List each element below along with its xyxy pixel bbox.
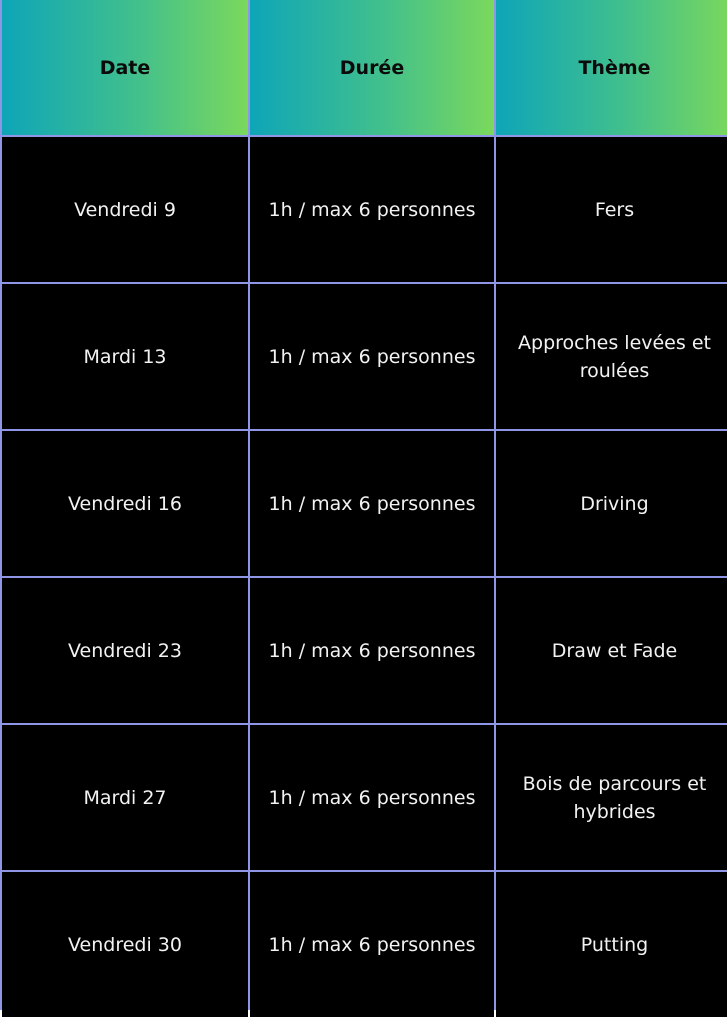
row-4-date: Vendredi 23 xyxy=(2,578,248,723)
row-1-date: Vendredi 9 xyxy=(2,137,248,282)
row-4-theme: Draw et Fade xyxy=(496,578,727,723)
row-5-duree: 1h / max 6 personnes xyxy=(250,725,494,870)
row-6-theme: Putting xyxy=(496,872,727,1017)
row-5-date: Mardi 27 xyxy=(2,725,248,870)
row-3-date: Vendredi 16 xyxy=(2,431,248,576)
row-6-date: Vendredi 30 xyxy=(2,872,248,1017)
header-theme: Thème xyxy=(496,0,727,135)
row-2-theme: Approches levées et roulées xyxy=(496,284,727,429)
row-1-theme: Fers xyxy=(496,137,727,282)
row-5-theme: Bois de parcours et hybrides xyxy=(496,725,727,870)
header-duree: Durée xyxy=(250,0,494,135)
row-2-date: Mardi 13 xyxy=(2,284,248,429)
row-3-theme: Driving xyxy=(496,431,727,576)
row-1-duree: 1h / max 6 personnes xyxy=(250,137,494,282)
row-6-duree: 1h / max 6 personnes xyxy=(250,872,494,1017)
row-2-duree: 1h / max 6 personnes xyxy=(250,284,494,429)
row-4-duree: 1h / max 6 personnes xyxy=(250,578,494,723)
header-date: Date xyxy=(2,0,248,135)
row-3-duree: 1h / max 6 personnes xyxy=(250,431,494,576)
